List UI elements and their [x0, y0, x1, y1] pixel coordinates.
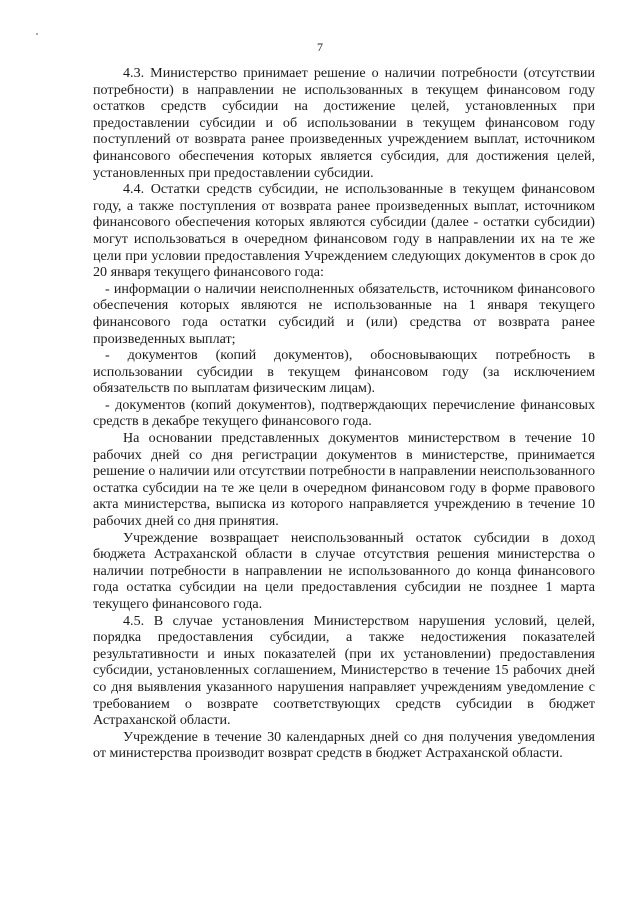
- paragraph-4-4: 4.4. Остатки средств субсидии, не использованные в текущем финансовом году, а также поступления от возврата ранее произведенных выплат, источником финансового обеспечения которых являются субсидии (далее - остатки субсидии) могут использоваться в очередном финансовом году в направлении их на те же цели при условии предоставления Учреждением следующих документов в срок до 20 января текущего финансового года:: [93, 181, 595, 281]
- list-item-confirming-documents: - документов (копий документов), подтверждающих перечисление финансовых средств в декабре текущего финансового года.: [93, 396, 595, 430]
- paragraph-ministry-decision: На основании представленных документов министерством в течение 10 рабочих дней со дня регистрации документов в министерстве, принимается решение о наличии или отсутствии потребности в направлении неиспользованного остатка субсидии на те же цели в очередном финансовом году в форме правового акта министерства, выписка из которого направляется учреждению в течение 10 рабочих дней со дня принятия.: [93, 430, 595, 530]
- paragraph-return-deadline: Учреждение в течение 30 календарных дней со дня получения уведомления от министерства производит возврат средств в бюджет Астраханской области.: [93, 728, 595, 762]
- paragraph-4-5: 4.5. В случае установления Министерством нарушения условий, целей, порядка предоставления субсидии, а также недостижения показателей результативности и иных показателей (при их установлении) предоставления субсидии, установленных соглашением, Министерство в течение 15 рабочих дней со дня выявления указанного нарушения направляет учреждениям уведомление с требованием о возврате соответствующих средств субсидии в бюджет Астраханской области.: [93, 612, 595, 729]
- list-item-justifying-documents: - документов (копий документов), обосновывающих потребность в использовании субсидии в текущем финансовом году (за исключением обязательств по выплатам физическим лицам).: [93, 347, 595, 397]
- scan-speck: [36, 33, 38, 35]
- paragraph-4-3: 4.3. Министерство принимает решение о наличии потребности (отсутствии потребности) в направлении не использованных в текущем финансовом году остатков средств субсидии на достижение целей, установленных при предоставлении субсидии и об использовании в текущем финансовом году поступлений от возврата ранее произведенных учреждением выплат, источником финансового обеспечения которых является субсидия, для достижения целей, установленных при предоставлении субсидии.: [93, 65, 595, 181]
- page-number: 7: [317, 40, 323, 54]
- paragraph-return-unused: Учреждение возвращает неиспользованный остаток субсидии в доход бюджета Астраханской области в случае отсутствия решения министерства о наличии потребности в направлении не использованного до конца финансового года остатка субсидии на цели предоставления субсидии не позднее 1 марта текущего финансового года.: [93, 529, 595, 612]
- document-body: [93, 65, 595, 762]
- list-item-information: - информации о наличии неисполненных обязательств, источником финансового обеспечения которых являются не использованные на 1 января текущего финансового года остатки субсидий и (или) средства от возврата ранее произведенных выплат;: [93, 280, 595, 347]
